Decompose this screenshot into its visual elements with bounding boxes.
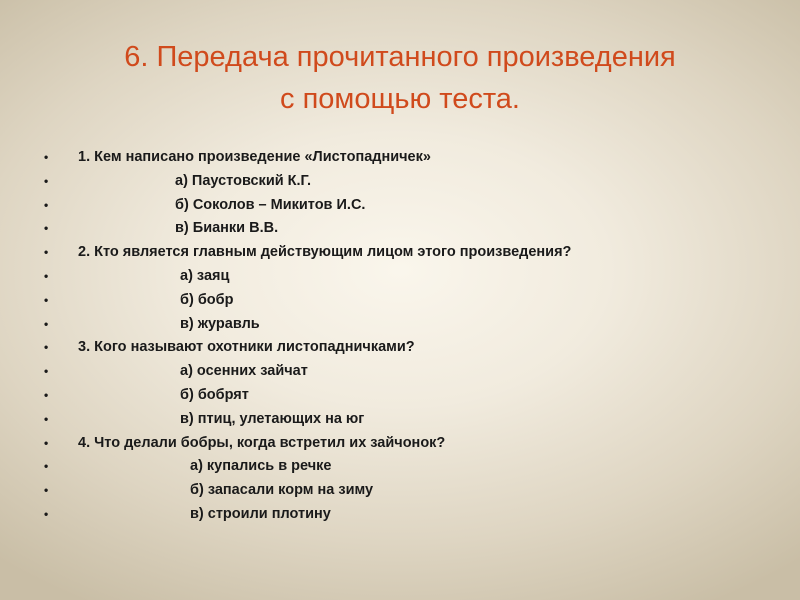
answer-3a xyxy=(44,360,764,384)
bullet-icon: • xyxy=(44,173,49,188)
bullet-icon: • xyxy=(44,411,49,426)
answer-4b xyxy=(44,479,764,503)
bullet-icon: • xyxy=(44,150,49,164)
question-2 xyxy=(44,241,764,265)
bullet-icon: • xyxy=(44,268,49,283)
bullet-icon: • xyxy=(44,435,49,450)
answer-2c xyxy=(44,313,764,337)
answer-text: б) Соколов – Микитов И.С. xyxy=(175,196,366,213)
bullet-icon: • xyxy=(44,340,49,355)
answer-1c xyxy=(44,217,764,241)
answer-1b xyxy=(44,194,764,218)
bullet-icon: • xyxy=(44,245,49,260)
answer-text: в) птиц, улетающих на юг xyxy=(180,410,365,427)
answer-4a xyxy=(44,455,764,479)
question-text: 2. Кто является главным действующим лицом этого произведения? xyxy=(78,244,572,261)
question-1 xyxy=(44,146,764,170)
answer-text: а) купались в речке xyxy=(190,458,332,475)
answer-text: а) Паустовский К.Г. xyxy=(175,172,311,189)
question-4 xyxy=(44,432,764,456)
bullet-icon: • xyxy=(44,364,49,379)
answer-text: б) бобр xyxy=(180,291,234,308)
slide-title-line-2: с помощью теста. xyxy=(280,83,520,115)
bullet-icon: • xyxy=(44,483,49,498)
bullet-icon: • xyxy=(44,506,49,521)
answer-text: в) Бианки В.В. xyxy=(175,220,279,237)
answer-text: в) строили плотину xyxy=(190,505,331,522)
bullet-icon: • xyxy=(44,387,49,402)
answer-text: б) запасали корм на зиму xyxy=(190,482,374,499)
quiz-list xyxy=(44,146,764,527)
answer-1a xyxy=(44,170,764,194)
answer-text: б) бобрят xyxy=(180,386,249,403)
question-text: 3. Кого называют охотники листопадничками? xyxy=(78,339,415,356)
slide-title-line-1: 6. Передача прочитанного произведения xyxy=(124,41,676,73)
answer-3c xyxy=(44,408,764,432)
bullet-icon: • xyxy=(44,221,49,236)
answer-text: а) заяц xyxy=(180,267,230,284)
bullet-icon: • xyxy=(44,459,49,474)
answer-2a xyxy=(44,265,764,289)
bullet-icon: • xyxy=(44,316,49,331)
bullet-icon: • xyxy=(44,292,49,307)
answer-3b xyxy=(44,384,764,408)
question-3 xyxy=(44,336,764,360)
bullet-icon: • xyxy=(44,197,49,212)
answer-2b xyxy=(44,289,764,313)
slide-title xyxy=(0,36,800,120)
question-text: 4. Что делали бобры, когда встретил их зайчонок? xyxy=(78,434,446,451)
answer-text: а) осенних зайчат xyxy=(180,363,308,380)
answer-text: в) журавль xyxy=(180,315,260,332)
question-text: 1. Кем написано произведение «Листопадничек» xyxy=(78,149,431,165)
answer-4c xyxy=(44,503,764,527)
